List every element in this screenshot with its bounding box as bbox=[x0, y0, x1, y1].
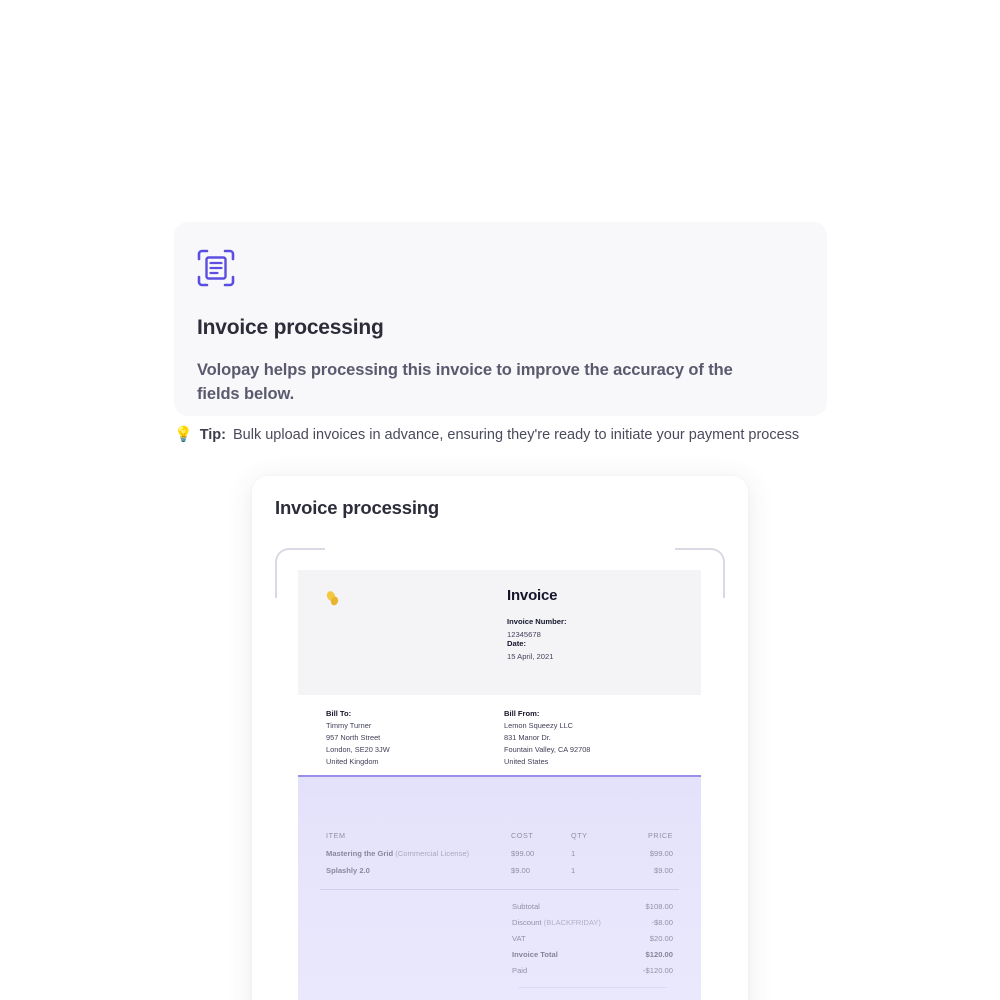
total-label: Paid bbox=[512, 966, 528, 975]
column-header-qty: QTY bbox=[571, 831, 588, 840]
total-value: -$120.00 bbox=[643, 966, 673, 975]
table-row bbox=[320, 845, 679, 862]
item-qty: 1 bbox=[571, 866, 576, 875]
lightbulb-icon: 💡 bbox=[174, 426, 193, 443]
total-label: Invoice Total bbox=[512, 950, 558, 959]
bill-from-block bbox=[504, 708, 590, 768]
total-label: VAT bbox=[512, 934, 526, 943]
panel-title: Invoice processing bbox=[275, 497, 439, 518]
column-header-item: ITEM bbox=[326, 831, 346, 840]
invoice-date-block bbox=[507, 638, 553, 663]
item-price: $99.00 bbox=[649, 849, 673, 858]
bill-from-line: United States bbox=[504, 757, 549, 766]
item-name: Mastering the Grid bbox=[326, 849, 394, 858]
bill-from-line: 831 Manor Dr. bbox=[504, 733, 551, 742]
invoice-items-highlight bbox=[298, 775, 701, 1000]
bill-from-label: Bill From: bbox=[504, 709, 540, 718]
tip-label: Tip: bbox=[199, 427, 226, 443]
item-price: $9.00 bbox=[653, 866, 673, 875]
bill-from-line: Fountain Valley, CA 92708 bbox=[504, 745, 591, 754]
invoice-totals bbox=[320, 889, 679, 988]
item-note: (Commercial License) bbox=[395, 849, 470, 858]
document-scan-icon bbox=[196, 248, 236, 288]
total-row bbox=[326, 963, 673, 979]
bill-to-block bbox=[326, 708, 390, 768]
total-label: Subtotal bbox=[512, 902, 540, 911]
tip-row bbox=[174, 426, 799, 444]
total-label bbox=[512, 915, 601, 931]
item-qty: 1 bbox=[571, 849, 576, 858]
invoice-document bbox=[298, 570, 701, 1000]
total-value: $120.00 bbox=[645, 950, 673, 959]
total-value: -$8.00 bbox=[651, 918, 673, 927]
column-header-price: PRICE bbox=[648, 831, 673, 840]
bill-from-line: Lemon Squeezy LLC bbox=[504, 721, 574, 730]
total-value: $108.00 bbox=[645, 902, 673, 911]
invoice-date-value: 15 April, 2021 bbox=[507, 652, 554, 661]
tip-text: Bulk upload invoices in advance, ensuring they're ready to initiate your payment process bbox=[233, 427, 800, 443]
bill-to-line: London, SE20 3JW bbox=[326, 745, 390, 754]
invoice-header bbox=[298, 570, 701, 695]
info-card-title: Invoice processing bbox=[197, 316, 384, 339]
info-card-description: Volopay helps processing this invoice to improve the accuracy of the fields below. bbox=[197, 361, 733, 403]
total-value: $20.00 bbox=[649, 934, 673, 943]
lemon-logo-icon bbox=[326, 590, 340, 606]
total-row bbox=[326, 931, 673, 947]
invoice-number-value: 12345678 bbox=[507, 630, 541, 639]
bill-to-line: United Kingdom bbox=[326, 757, 379, 766]
column-header-cost: COST bbox=[511, 831, 534, 840]
totals-divider bbox=[518, 987, 667, 988]
bill-to-label: Bill To: bbox=[326, 709, 352, 718]
item-name: Splashly 2.0 bbox=[326, 866, 370, 875]
total-row bbox=[326, 947, 673, 963]
table-row bbox=[320, 862, 679, 879]
item-cost: $9.00 bbox=[511, 866, 531, 875]
info-card bbox=[174, 222, 827, 416]
invoice-number-label: Invoice Number: bbox=[507, 617, 567, 626]
total-row bbox=[326, 915, 673, 931]
total-row bbox=[326, 899, 673, 915]
total-label-text: Discount bbox=[512, 918, 542, 927]
invoice-parties bbox=[298, 695, 701, 775]
item-cost: $99.00 bbox=[511, 849, 535, 858]
invoice-preview-panel bbox=[252, 476, 748, 1000]
total-label-note: (BLACKFRIDAY) bbox=[543, 918, 601, 927]
invoice-table-header bbox=[320, 777, 679, 845]
invoice-heading: Invoice bbox=[507, 587, 558, 604]
invoice-date-label: Date: bbox=[507, 639, 526, 648]
bill-to-line: Timmy Turner bbox=[326, 721, 372, 730]
bill-to-line: 957 North Street bbox=[326, 733, 381, 742]
